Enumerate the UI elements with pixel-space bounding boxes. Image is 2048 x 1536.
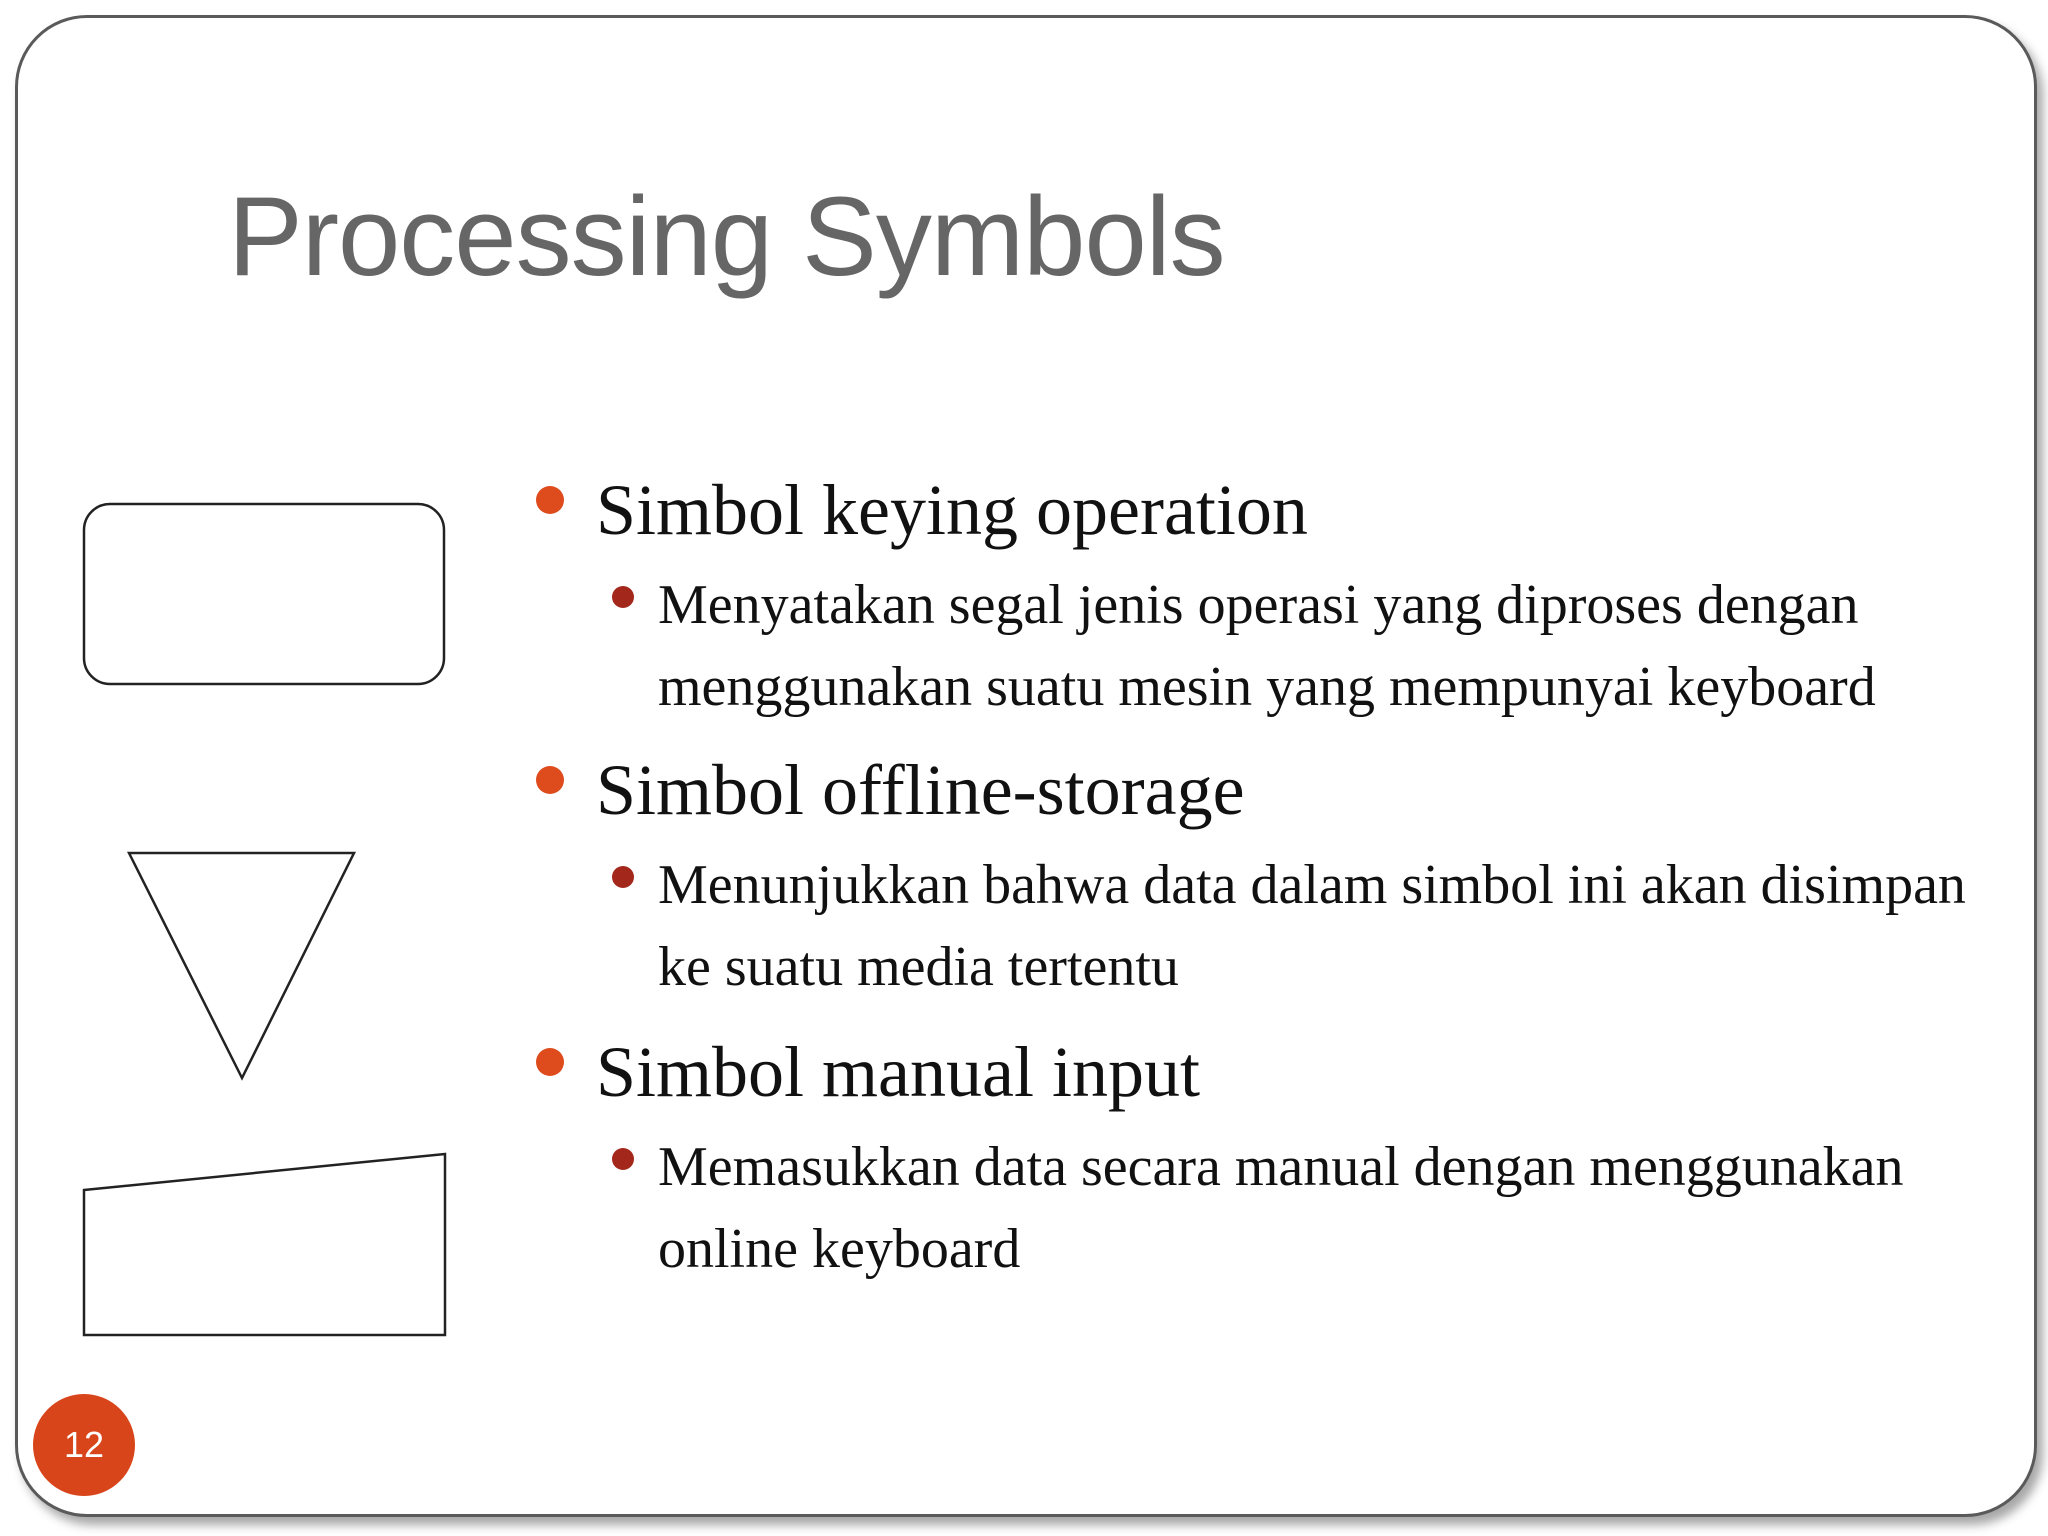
bullet-description-text: Memasukkan data secara manual dengan menggunakan online keyboard <box>658 1136 1904 1280</box>
bullet-description-text: Menunjukkan bahwa data dalam simbol ini akan disimpan ke suatu media tertentu <box>658 854 1966 998</box>
bullet-list <box>530 468 1970 1290</box>
bullet-heading-text: Simbol offline-storage <box>596 750 1245 830</box>
bullet-dot-icon <box>536 766 564 794</box>
bullet-heading <box>530 748 1970 832</box>
sub-bullet-dot-icon <box>612 866 634 888</box>
bullet-description <box>530 564 1970 728</box>
page-number-badge: 12 <box>33 1394 135 1496</box>
bullet-group-keying <box>530 468 1970 728</box>
bullet-description <box>530 844 1970 1008</box>
bullet-dot-icon <box>536 486 564 514</box>
keying-operation-symbol <box>84 504 444 684</box>
bullet-heading <box>530 468 1970 552</box>
bullet-description-text: Menyatakan segal jenis operasi yang diproses dengan menggunakan suatu mesin yang mempunyai keyboard <box>658 574 1876 718</box>
slide-title: Processing Symbols <box>228 174 1225 299</box>
bullet-dot-icon <box>536 1048 564 1076</box>
bullet-description <box>530 1126 1970 1290</box>
offline-storage-symbol <box>129 853 354 1078</box>
bullet-group-offline-storage <box>530 748 1970 1008</box>
bullet-heading-text: Simbol manual input <box>596 1032 1200 1112</box>
bullet-heading-text: Simbol keying operation <box>596 470 1308 550</box>
sub-bullet-dot-icon <box>612 1148 634 1170</box>
manual-input-symbol <box>84 1154 445 1335</box>
sub-bullet-dot-icon <box>612 586 634 608</box>
bullet-group-manual-input <box>530 1030 1970 1290</box>
bullet-heading <box>530 1030 1970 1114</box>
